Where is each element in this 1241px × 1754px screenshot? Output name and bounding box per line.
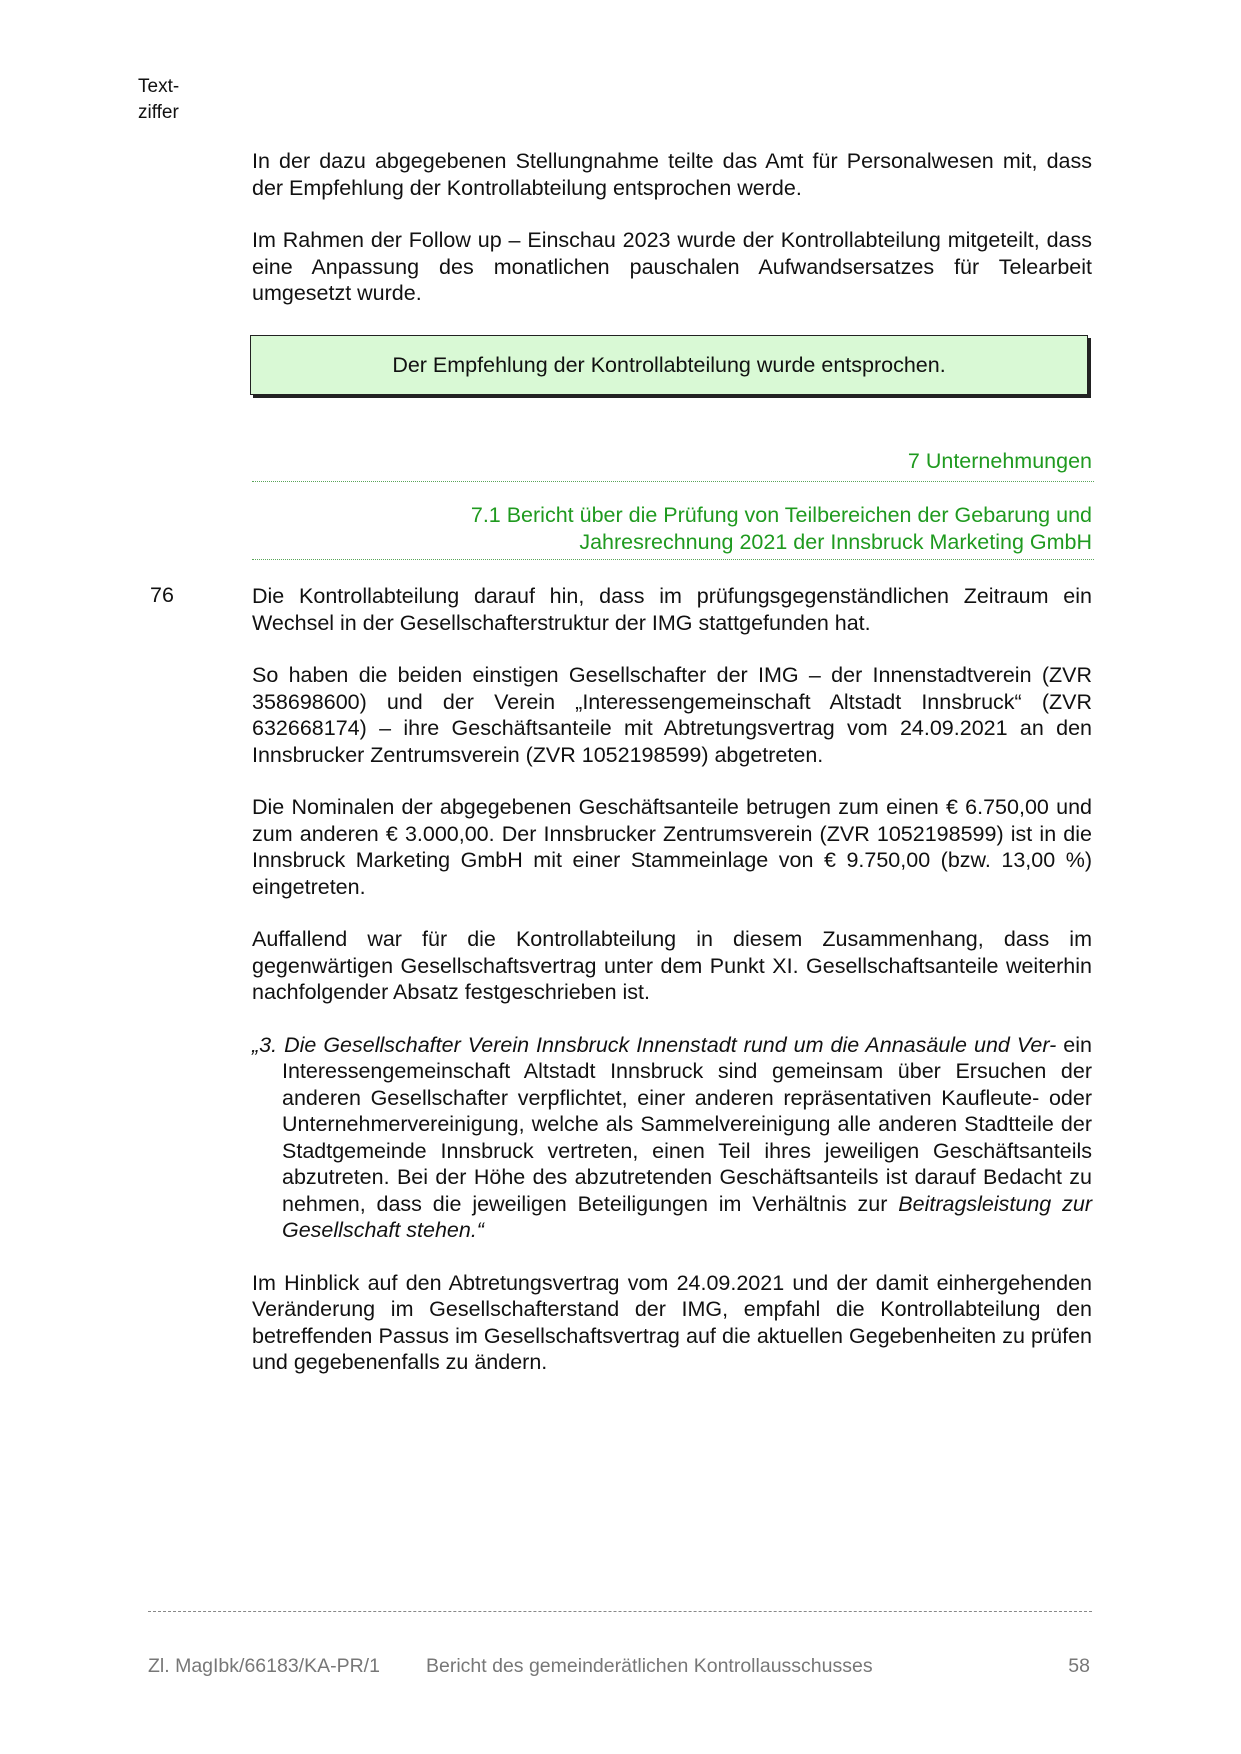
- result-box: [250, 335, 1088, 395]
- body-paragraph-1: Die Kontrollabteilung darauf hin, dass im prüfungsgegenständlichen Zeitraum ein Wechsel in der Gesellschafterstruktur der IMG stattgefunden hat.: [252, 584, 1092, 635]
- subsection-heading: [252, 502, 1092, 555]
- quote-end: Beitragsleistung zur Gesellschaft stehen.“: [282, 1191, 1092, 1242]
- footer-title: Bericht des gemeinderätlichen Kontrollausschusses: [426, 1655, 873, 1677]
- intro-paragraph-1: In der dazu abgegebenen Stellungnahme teilte das Amt für Personalwesen mit, dass der Empfehlung der Kontrollabteilung entsprochen werde.: [252, 149, 1092, 200]
- section-heading-rule: [252, 481, 1094, 482]
- margin-label-line1: Text-: [138, 76, 180, 97]
- result-box-text: Der Empfehlung der Kontrollabteilung wurde entsprochen.: [392, 352, 946, 377]
- body-paragraph-2: So haben die beiden einstigen Gesellschafter der IMG – der Innenstadtverein (ZVR 358698600) und der Verein „Interessengemeinschaft Altstadt Innsbruck“ (ZVR 632668174) – ihre Geschäftsanteile mit Abtretungsvertrag vom 24.09.2021 an den Innsbrucker Zentrumsverein (ZVR 1052198599) abgetreten.: [252, 663, 1092, 767]
- subsection-heading-line2: Jahresrechnung 2021 der Innsbruck Marketing GmbH: [579, 529, 1092, 554]
- body-paragraph-3: Die Nominalen der abgegebenen Geschäftsanteile betrugen zum einen € 6.750,00 und zum anderen € 3.000,00. Der Innsbrucker Zentrumsverein (ZVR 1052198599) ist in die Innsbruck Marketing GmbH mit einer Stammeinlage von € 9.750,00 (bzw. 13,00 %) eingetreten.: [252, 795, 1092, 899]
- textziffer-margin-label: [138, 74, 179, 126]
- section-heading: 7 Unternehmungen: [907, 449, 1092, 473]
- footer-rule: [148, 1611, 1092, 1612]
- textziffer-number: 76: [150, 583, 174, 607]
- footer-reference: Zl. MagIbk/66183/KA-PR/1: [148, 1655, 380, 1677]
- body-paragraph-5: Im Hinblick auf den Abtretungsvertrag vom 24.09.2021 und der damit einhergehenden Veränderung im Gesellschafterstand der IMG, empfahl die Kontrollabteilung den betreffenden Passus im Gesellschaftsvertrag auf die aktuellen Gegebenheiten zu prüfen und gegebenenfalls zu ändern.: [252, 1270, 1092, 1374]
- subsection-heading-rule: [252, 559, 1094, 560]
- body-section: [252, 583, 1092, 1376]
- margin-label-line2: ziffer: [138, 102, 179, 123]
- contract-quote: [252, 1032, 1092, 1244]
- quote-middle: ein Interessengemeinschaft Altstadt Innsbruck sind gemeinsam über Ersuchen der anderen Gesellschafter verpflichtet, einer anderen repräsentativen Kaufleute- oder Unternehmervereinigung, welche als Sammelvereinigung alle anderen Stadtteile der Stadtgemeinde Innsbruck vertreten, einen Teil ihres jeweiligen Geschäftsanteils abzutreten. Bei der Höhe des abzutretenden Geschäftsanteils ist darauf Bedacht zu nehmen, dass die jeweiligen Beteiligungen im Verhältnis zur: [282, 1032, 1092, 1216]
- quote-start: „3. Die Gesellschafter Verein Innsbruck Innenstadt rund um die Annasäule und Ver-: [252, 1032, 1057, 1057]
- intro-section: [252, 148, 1092, 307]
- subsection-heading-line1: 7.1 Bericht über die Prüfung von Teilbereichen der Gebarung und: [470, 503, 1092, 527]
- intro-paragraph-2: Im Rahmen der Follow up – Einschau 2023 wurde der Kontrollabteilung mitgeteilt, dass eine Anpassung des monatlichen pauschalen Aufwandsersatzes für Telearbeit umgesetzt wurde.: [252, 228, 1092, 305]
- body-paragraph-4: Auffallend war für die Kontrollabteilung in diesem Zusammenhang, dass im gegenwärtigen Gesellschaftsvertrag unter dem Punkt XI. Gesellschaftsanteile weiterhin nachfolgender Absatz festgeschrieben ist.: [252, 927, 1092, 1004]
- footer-page-number: 58: [1068, 1655, 1090, 1677]
